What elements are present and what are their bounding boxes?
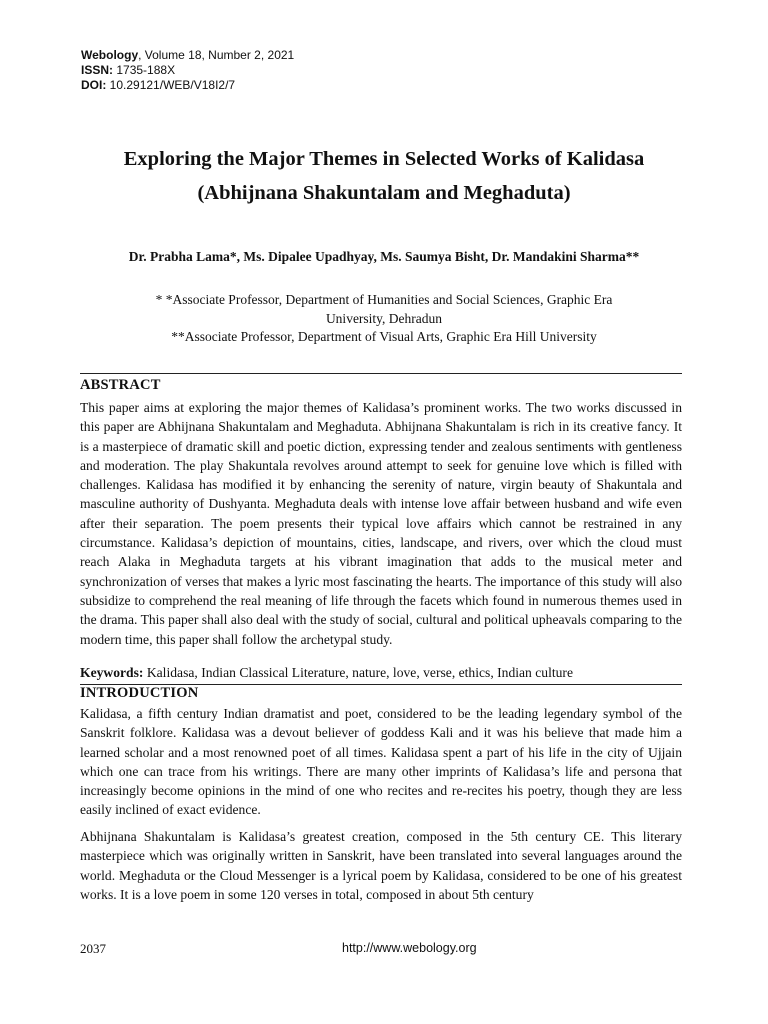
journal-name: Webology <box>81 48 139 62</box>
abstract-top-rule <box>80 373 682 374</box>
abstract-text: This paper aims at exploring the major themes of Kalidasa’s prominent works. The two works discussed in this paper are Abhijnana Shakuntalam and Meghaduta. Abhijnana Shakuntalam is rich in its creative fancy. It is a masterpiece of dramatic skill and poetic diction, expressing tender and zealous sentiments with gentleness and moderation. The play Shakuntala revolves around attempt to seek for genuine love which is filled with challenges. Kalidasa has modified it by enhancing the serenity of nature, virgin beauty of Shakuntala and masculine authority of Dushyanta. Meghaduta deals with intense love affair between husband and wife even after their separation. The poem presents their typical love affairs which cannot be restrained in any circumstance. Kalidasa’s depiction of mountains, cities, landscape, and rivers, over which the cloud must reach Alaka in Meghaduta targets at his vibrant imagination that adds to the musical meter and synchronization of verses that makes a lyric most fascinating the hearts. The importance of this study will also subsidize to comprehend the real meaning of life through the facets which found in numerous themes used in the drama. This paper shall also deal with the study of social, cultural and political upheavals comparing to the modern time, this paper shall follow the archetypal study. <box>80 400 682 647</box>
keywords-label: Keywords: <box>80 665 144 680</box>
affiliation-line-1: * *Associate Professor, Department of Humanities and Social Sciences, Graphic Era <box>155 292 613 307</box>
issn-label: ISSN: <box>81 63 114 77</box>
doi-line <box>81 78 294 93</box>
page-number: 2037 <box>80 941 106 956</box>
abstract-heading: ABSTRACT <box>80 377 161 393</box>
keywords <box>80 665 690 681</box>
title-line-2: (Abhijnana Shakuntalam and Meghaduta) <box>197 182 571 204</box>
keywords-list: Kalidasa, Indian Classical Literature, nature, love, verse, ethics, Indian culture <box>143 665 573 680</box>
author-list: Dr. Prabha Lama*, Ms. Dipalee Upadhyay, Ms. Saumya Bisht, Dr. Mandakini Sharma** <box>128 249 640 264</box>
issn-value: 1735-188X <box>113 63 176 77</box>
introduction-paragraph-2: Abhijnana Shakuntalam is Kalidasa’s greatest creation, composed in the 5th century CE. This literary masterpiece which was originally written in Sanskrit, have been translated into several languages around the world. Meghaduta or the Cloud Messenger is a lyrical poem by Kalidasa, considered to be one of his greatest works. It is a love poem in some 120 verses in total, composed in about 5th century <box>80 829 682 902</box>
paper-title <box>0 142 768 210</box>
affiliation-line-2: University, Dehradun <box>325 310 443 326</box>
journal-line <box>81 48 294 63</box>
journal-metadata <box>81 48 294 93</box>
introduction-paragraph-1: Kalidasa, a fifth century Indian dramatist and poet, considered to be the leading legendary symbol of the Sanskrit folklore. Kalidasa was a devout believer of goddess Kali and it was his believe that made him a learned scholar and a most renowned poet of all times. Kalidasa spent a part of his life in the city of Ujjain which one can trace from his writings. There are many other imprints of Kalidasa’s life and persona that increasingly become opinions in the mind of one who recites and re-recites his poetry, though they are less easily inclined of exact evidence. <box>80 706 682 818</box>
issn-line <box>81 63 294 78</box>
introduction-heading: INTRODUCTION <box>80 685 199 701</box>
doi-label: DOI: <box>81 78 107 92</box>
affiliation-line-3: **Associate Professor, Department of Visual Arts, Graphic Era Hill University <box>171 329 597 344</box>
footer-url[interactable]: http://www.webology.org <box>342 941 477 955</box>
doi-value: 10.29121/WEB/V18I2/7 <box>106 78 236 92</box>
title-line-1: Exploring the Major Themes in Selected Works of Kalidasa <box>123 148 645 170</box>
journal-volume: , Volume 18, Number 2, 2021 <box>138 48 295 62</box>
affiliations <box>0 291 768 347</box>
